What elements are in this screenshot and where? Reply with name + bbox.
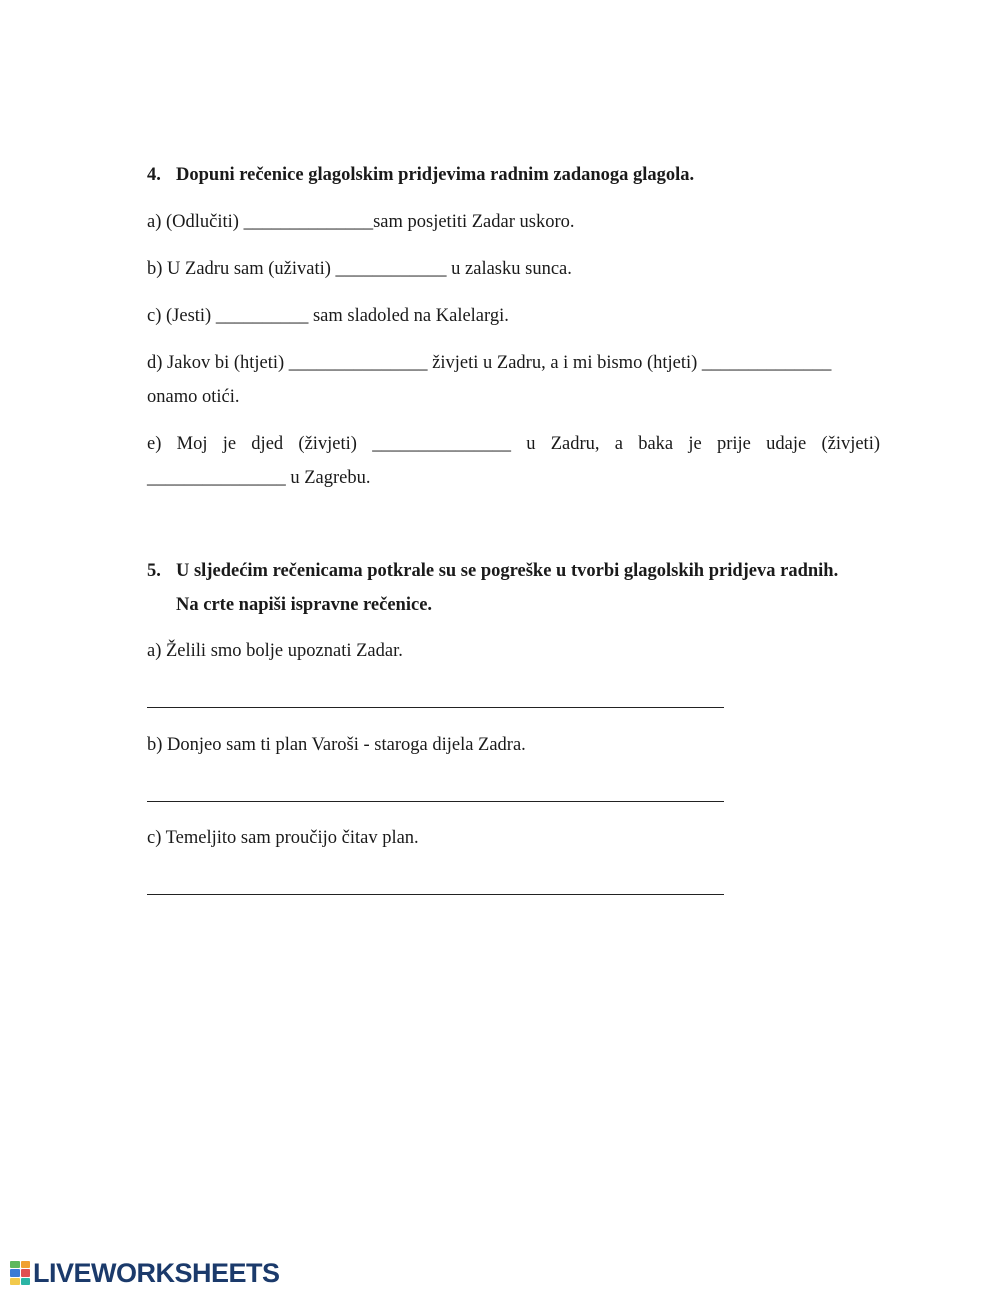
question-5-title-line2: Na crte napiši ispravne rečenice.: [176, 595, 433, 615]
q4-sentence-d-line2: onamo otići.: [147, 387, 240, 407]
question-4-number: 4.: [147, 165, 161, 185]
q5-answer-line-b[interactable]: [147, 801, 724, 802]
q4-sentence-e-line2: _______________ u Zagrebu.: [147, 468, 371, 488]
q4-sentence-e-line1: e) Moj je djed (živjeti) _______________ u Zadru, a baka je prije udaje (živjeti): [147, 434, 880, 454]
question-4-title: Dopuni rečenice glagolskim pridjevima radnim zadanoga glagola.: [176, 165, 695, 185]
q5-item-b: b) Donjeo sam ti plan Varoši - staroga dijela Zadra.: [147, 735, 526, 755]
q4-sentence-b: b) U Zadru sam (uživati) ____________ u zalasku sunca.: [147, 259, 572, 279]
logo-text: LIVEWORKSHEETS: [33, 1257, 280, 1288]
q5-answer-line-a[interactable]: [147, 707, 724, 708]
logo-icon: [10, 1261, 30, 1285]
q5-item-a: a) Želili smo bolje upoznati Zadar.: [147, 641, 403, 661]
q5-item-c: c) Temeljito sam proučijo čitav plan.: [147, 828, 419, 848]
q4-sentence-d-line1: d) Jakov bi (htjeti) _______________ živjeti u Zadru, a i mi bismo (htjeti) ______________: [147, 353, 832, 373]
q5-answer-line-c[interactable]: [147, 894, 724, 895]
q4-sentence-c: c) (Jesti) __________ sam sladoled na Kalelargi.: [147, 306, 509, 326]
q4-sentence-a: a) (Odlučiti) ______________sam posjetiti Zadar uskoro.: [147, 212, 575, 232]
question-5-title-line1: U sljedećim rečenicama potkrale su se pogreške u tvorbi glagolskih pridjeva radnih.: [176, 561, 839, 581]
liveworksheets-logo: [10, 1258, 280, 1288]
question-5-number: 5.: [147, 561, 161, 581]
